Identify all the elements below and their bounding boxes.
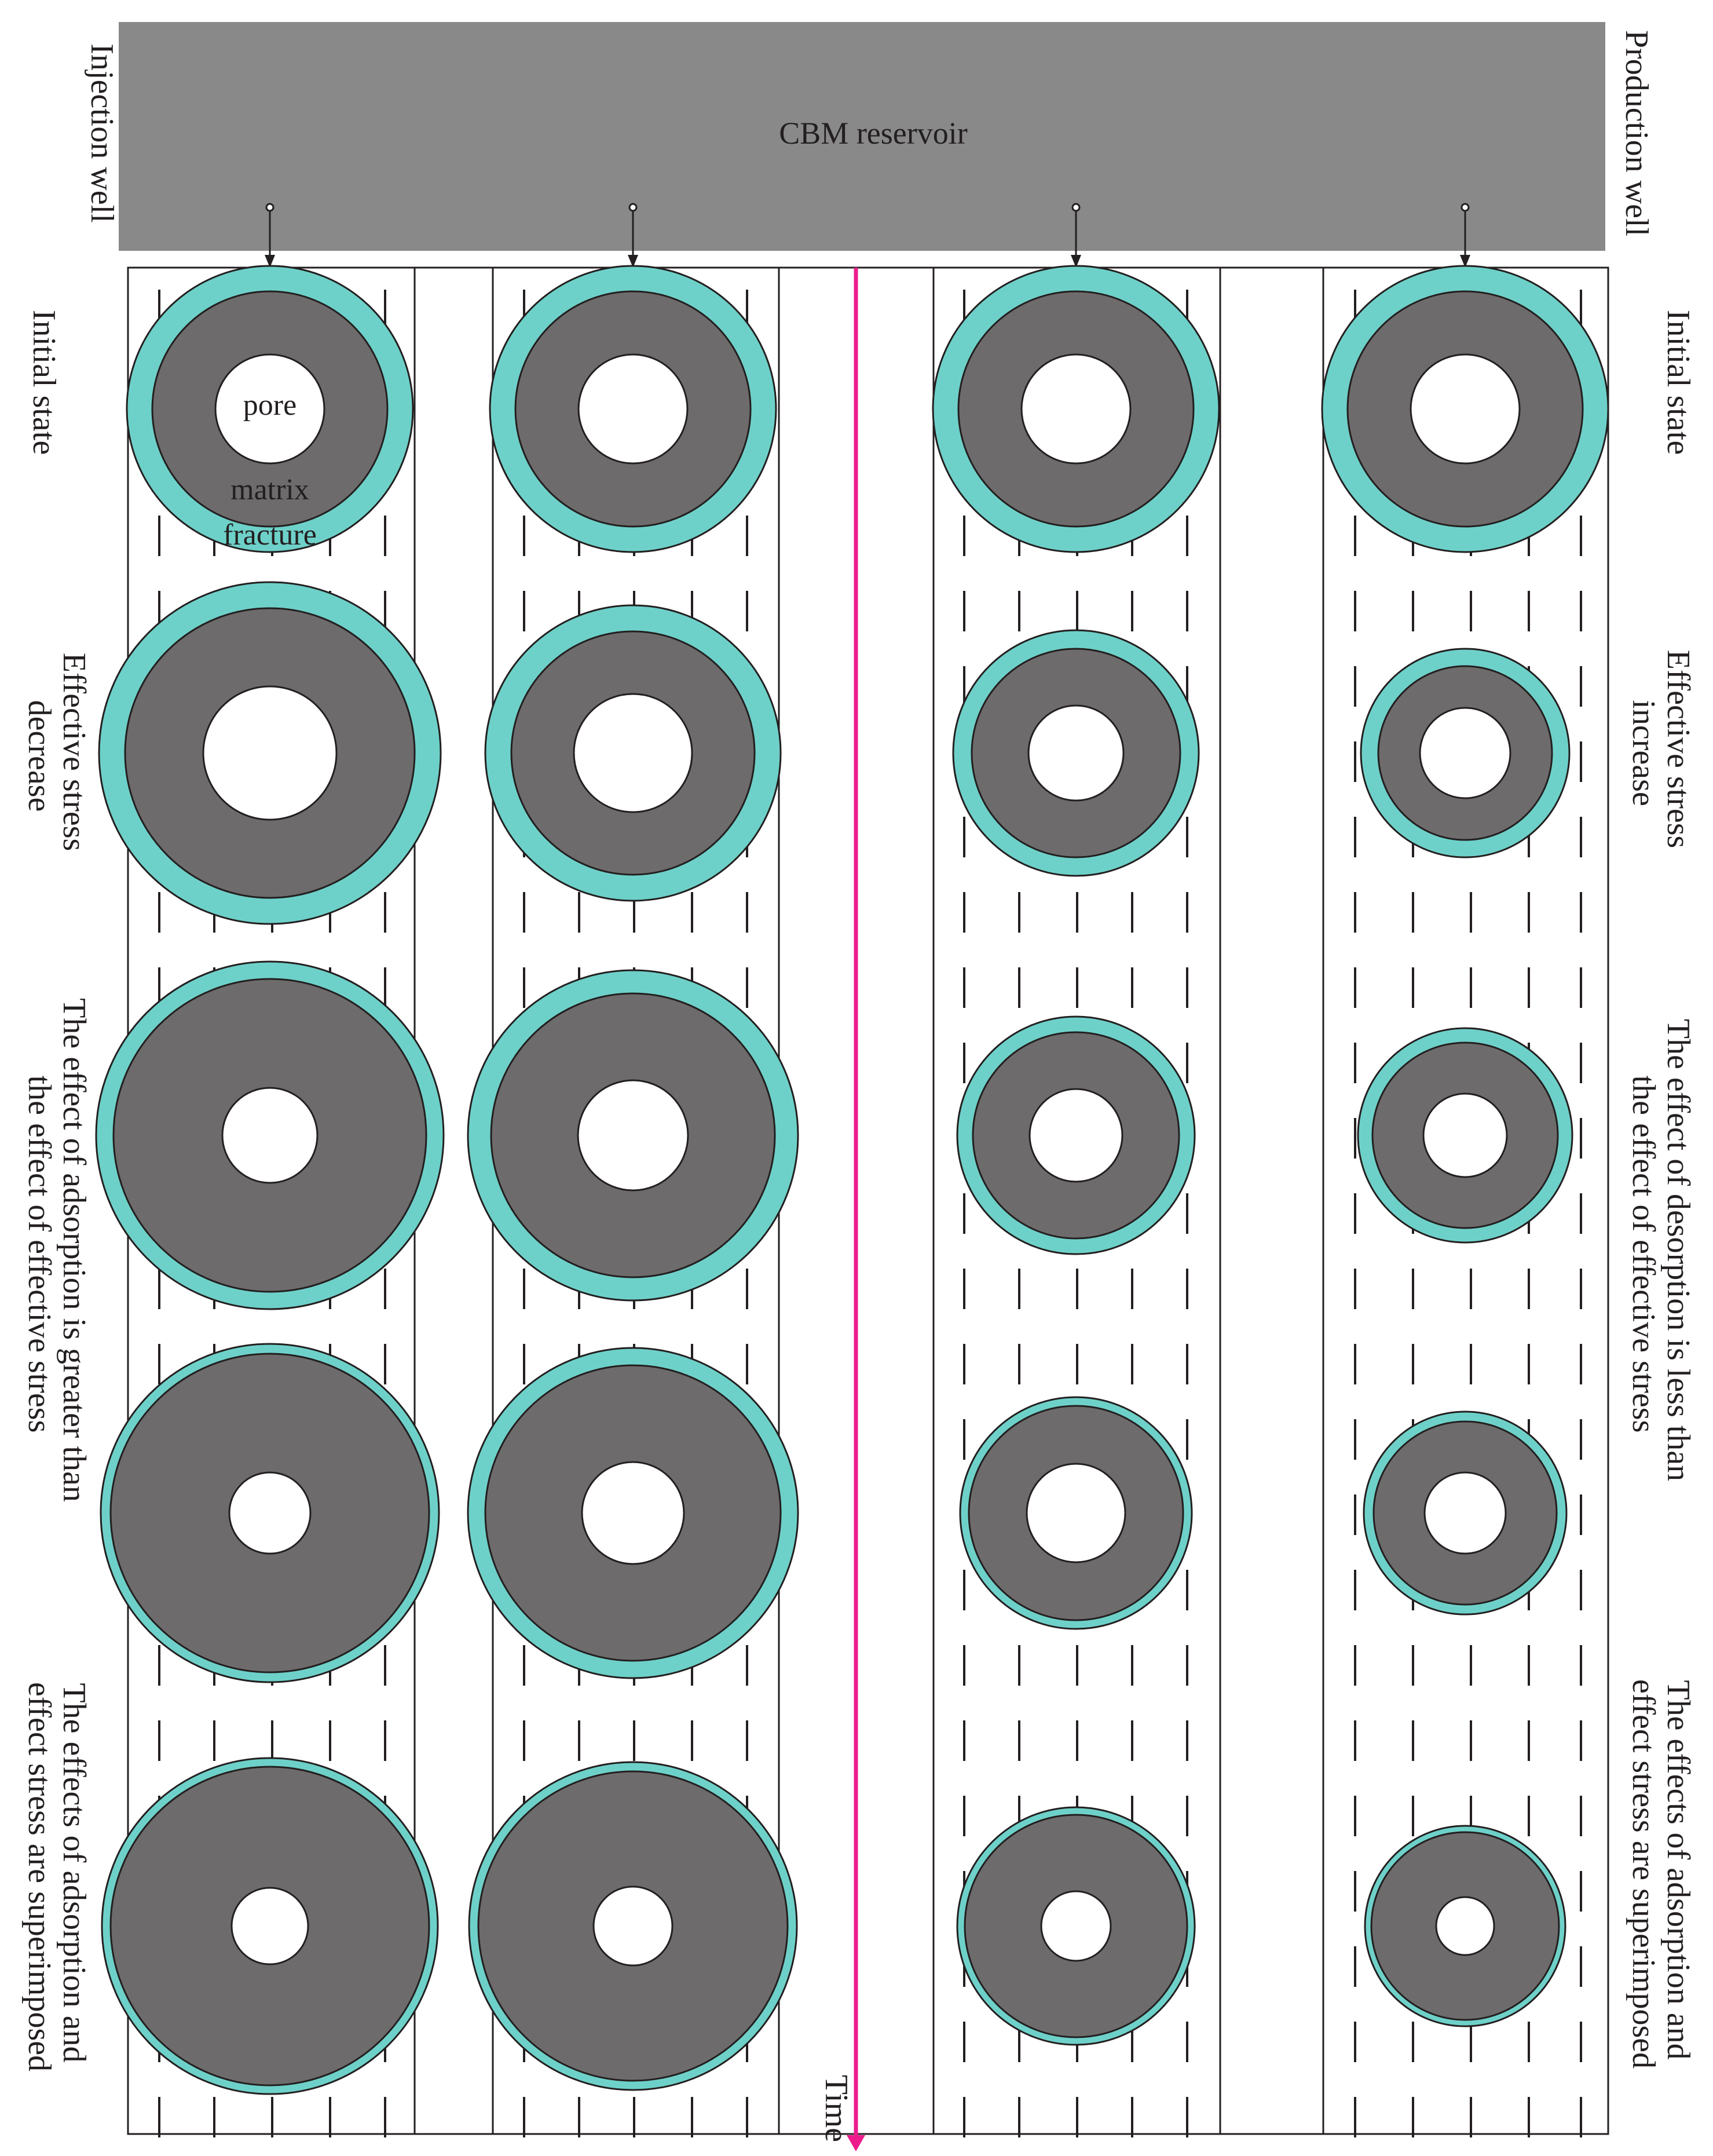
left-stage-4-line-1: The effects of adsorption and bbox=[56, 1683, 92, 2063]
right-stage-4-line-1: The effects of adsorption and bbox=[1660, 1680, 1696, 2060]
pore-hole bbox=[1027, 1464, 1125, 1562]
pore-hole bbox=[594, 1887, 672, 1965]
pore-circle-grid bbox=[96, 266, 1608, 2094]
right-stage-1-label bbox=[1660, 310, 1696, 455]
production-well-label: Production well bbox=[1619, 30, 1655, 237]
left-stage-2-label bbox=[21, 653, 92, 860]
pore-hole bbox=[1425, 1472, 1506, 1554]
pore-hole bbox=[1028, 706, 1123, 801]
pore-hole bbox=[1436, 1897, 1494, 1955]
left-stage-1-line-1: Initial state bbox=[26, 309, 62, 455]
pore-hole bbox=[579, 355, 687, 463]
right-stage-1-line-1: Initial state bbox=[1660, 309, 1696, 455]
well-marker bbox=[629, 204, 636, 211]
pore-hole bbox=[232, 1888, 308, 1964]
right-stage-4-line-2: effect stress are superimposed bbox=[1626, 1679, 1661, 2069]
reservoir-label: CBM reservoir bbox=[779, 116, 968, 151]
right-stage-4-label bbox=[1626, 1679, 1696, 2069]
time-label: Time bbox=[818, 2074, 854, 2143]
right-stage-3-label bbox=[1626, 1019, 1696, 1489]
pore-hole bbox=[1423, 1094, 1507, 1177]
right-stage-3-line-2: the effect of effective stress bbox=[1626, 1075, 1661, 1433]
pore-label: pore bbox=[243, 389, 297, 422]
pore-hole bbox=[1022, 355, 1130, 463]
matrix-label: matrix bbox=[230, 473, 309, 506]
right-stage-2-label bbox=[1626, 650, 1696, 857]
time-arrow bbox=[847, 268, 865, 2151]
well-marker bbox=[1073, 204, 1079, 211]
left-stage-4-line-2: effect stress are superimposed bbox=[21, 1682, 57, 2072]
pore-hole bbox=[578, 1080, 688, 1190]
left-stage-4-label bbox=[21, 1682, 92, 2071]
pore-hole bbox=[1411, 355, 1520, 463]
left-stage-3-label bbox=[21, 998, 92, 1510]
left-stage-2-line-2: decrease bbox=[21, 700, 57, 812]
fracture-label: fracture bbox=[223, 518, 317, 551]
pore-hole bbox=[222, 1088, 317, 1183]
pore-hole bbox=[582, 1462, 684, 1564]
right-stage-3-line-1: The effect of desorption is less than bbox=[1660, 1018, 1696, 1482]
pore-hole bbox=[574, 694, 692, 812]
left-stage-3-line-2: the effect of effective stress bbox=[21, 1075, 57, 1433]
right-stage-2-line-2: increase bbox=[1626, 700, 1661, 806]
pore-hole bbox=[1030, 1089, 1122, 1182]
injection-well-label: Injection well bbox=[84, 43, 120, 223]
pore-hole bbox=[1420, 708, 1510, 798]
pore-hole bbox=[229, 1472, 310, 1554]
pore-hole bbox=[203, 686, 336, 820]
well-marker bbox=[266, 204, 273, 211]
right-stage-2-line-1: Effective stress bbox=[1660, 649, 1696, 849]
left-stage-1-label bbox=[26, 310, 62, 455]
pore-hole bbox=[1041, 1891, 1111, 1961]
left-stage-2-line-1: Effective stress bbox=[56, 652, 92, 852]
left-stage-3-line-1: The effect of adsorption is greater than bbox=[56, 998, 92, 1502]
well-marker bbox=[1462, 204, 1469, 211]
